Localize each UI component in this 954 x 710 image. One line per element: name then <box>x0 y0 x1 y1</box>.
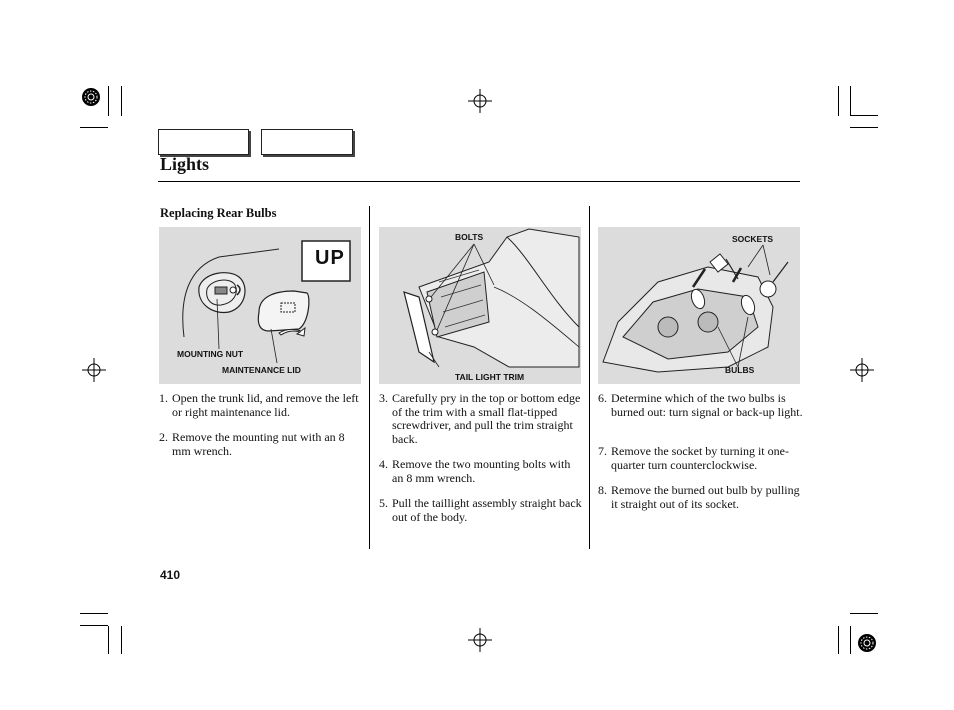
crosshair-right-icon <box>850 358 874 382</box>
nav-tab-index[interactable] <box>261 129 353 155</box>
section-heading: Replacing Rear Bulbs <box>160 206 277 220</box>
title-rule <box>158 181 800 182</box>
sockets-bulbs-illustration <box>598 227 800 384</box>
up-marker-label: UP <box>315 247 345 269</box>
step-text: Remove the two mounting bolts with an 8 mm wrench. <box>392 457 571 485</box>
column-divider-2 <box>589 206 590 549</box>
page-number: 410 <box>160 568 181 582</box>
step-number: 7. <box>598 444 607 458</box>
mounting-nut-label: MOUNTING NUT <box>177 349 244 359</box>
step-7 <box>598 445 804 472</box>
figure-maintenance-lid <box>159 227 361 384</box>
step-8 <box>598 484 804 511</box>
step-number: 6. <box>598 391 607 405</box>
crosshair-bottom-icon <box>468 628 492 652</box>
bolts-label: BOLTS <box>455 232 484 242</box>
crosshair-left-icon <box>82 358 106 382</box>
step-text: Remove the burned out bulb by pulling it straight out of its socket. <box>611 483 800 511</box>
figure-tail-light-trim <box>379 227 581 384</box>
sockets-label: SOCKETS <box>732 234 774 244</box>
step-1 <box>159 392 364 419</box>
registration-target-icon <box>80 86 102 108</box>
figure-sockets-bulbs <box>598 227 800 384</box>
tail-light-illustration <box>379 227 581 384</box>
step-4 <box>379 458 584 485</box>
maintenance-lid-label: MAINTENANCE LID <box>222 365 301 375</box>
step-6 <box>598 392 804 419</box>
step-number: 3. <box>379 391 388 405</box>
step-3 <box>379 392 584 446</box>
step-number: 5. <box>379 496 388 510</box>
step-text: Remove the socket by turning it one-quarter turn counterclockwise. <box>611 444 789 472</box>
crosshair-top-icon <box>468 89 492 113</box>
step-number: 2. <box>159 430 168 444</box>
step-number: 8. <box>598 483 607 497</box>
step-text: Determine which of the two bulbs is burned out: turn signal or back-up light. <box>611 391 803 419</box>
step-number: 1. <box>159 391 168 405</box>
tail-light-trim-label: TAIL LIGHT TRIM <box>455 372 525 382</box>
step-2 <box>159 431 364 458</box>
page-title: Lights <box>160 154 210 174</box>
bulbs-label: BULBS <box>725 365 755 375</box>
step-text: Open the trunk lid, and remove the left or right maintenance lid. <box>172 391 359 419</box>
step-text: Carefully pry in the top or bottom edge of the trim with a small flat-tipped screwdriver, and pull the trim straight back. <box>392 391 581 446</box>
nav-tab-main-menu[interactable] <box>158 129 249 155</box>
step-5 <box>379 497 584 524</box>
step-text: Remove the mounting nut with an 8 mm wrench. <box>172 430 345 458</box>
registration-target-icon <box>856 632 878 654</box>
column-divider-1 <box>369 206 370 549</box>
step-number: 4. <box>379 457 388 471</box>
step-text: Pull the taillight assembly straight back out of the body. <box>392 496 582 524</box>
